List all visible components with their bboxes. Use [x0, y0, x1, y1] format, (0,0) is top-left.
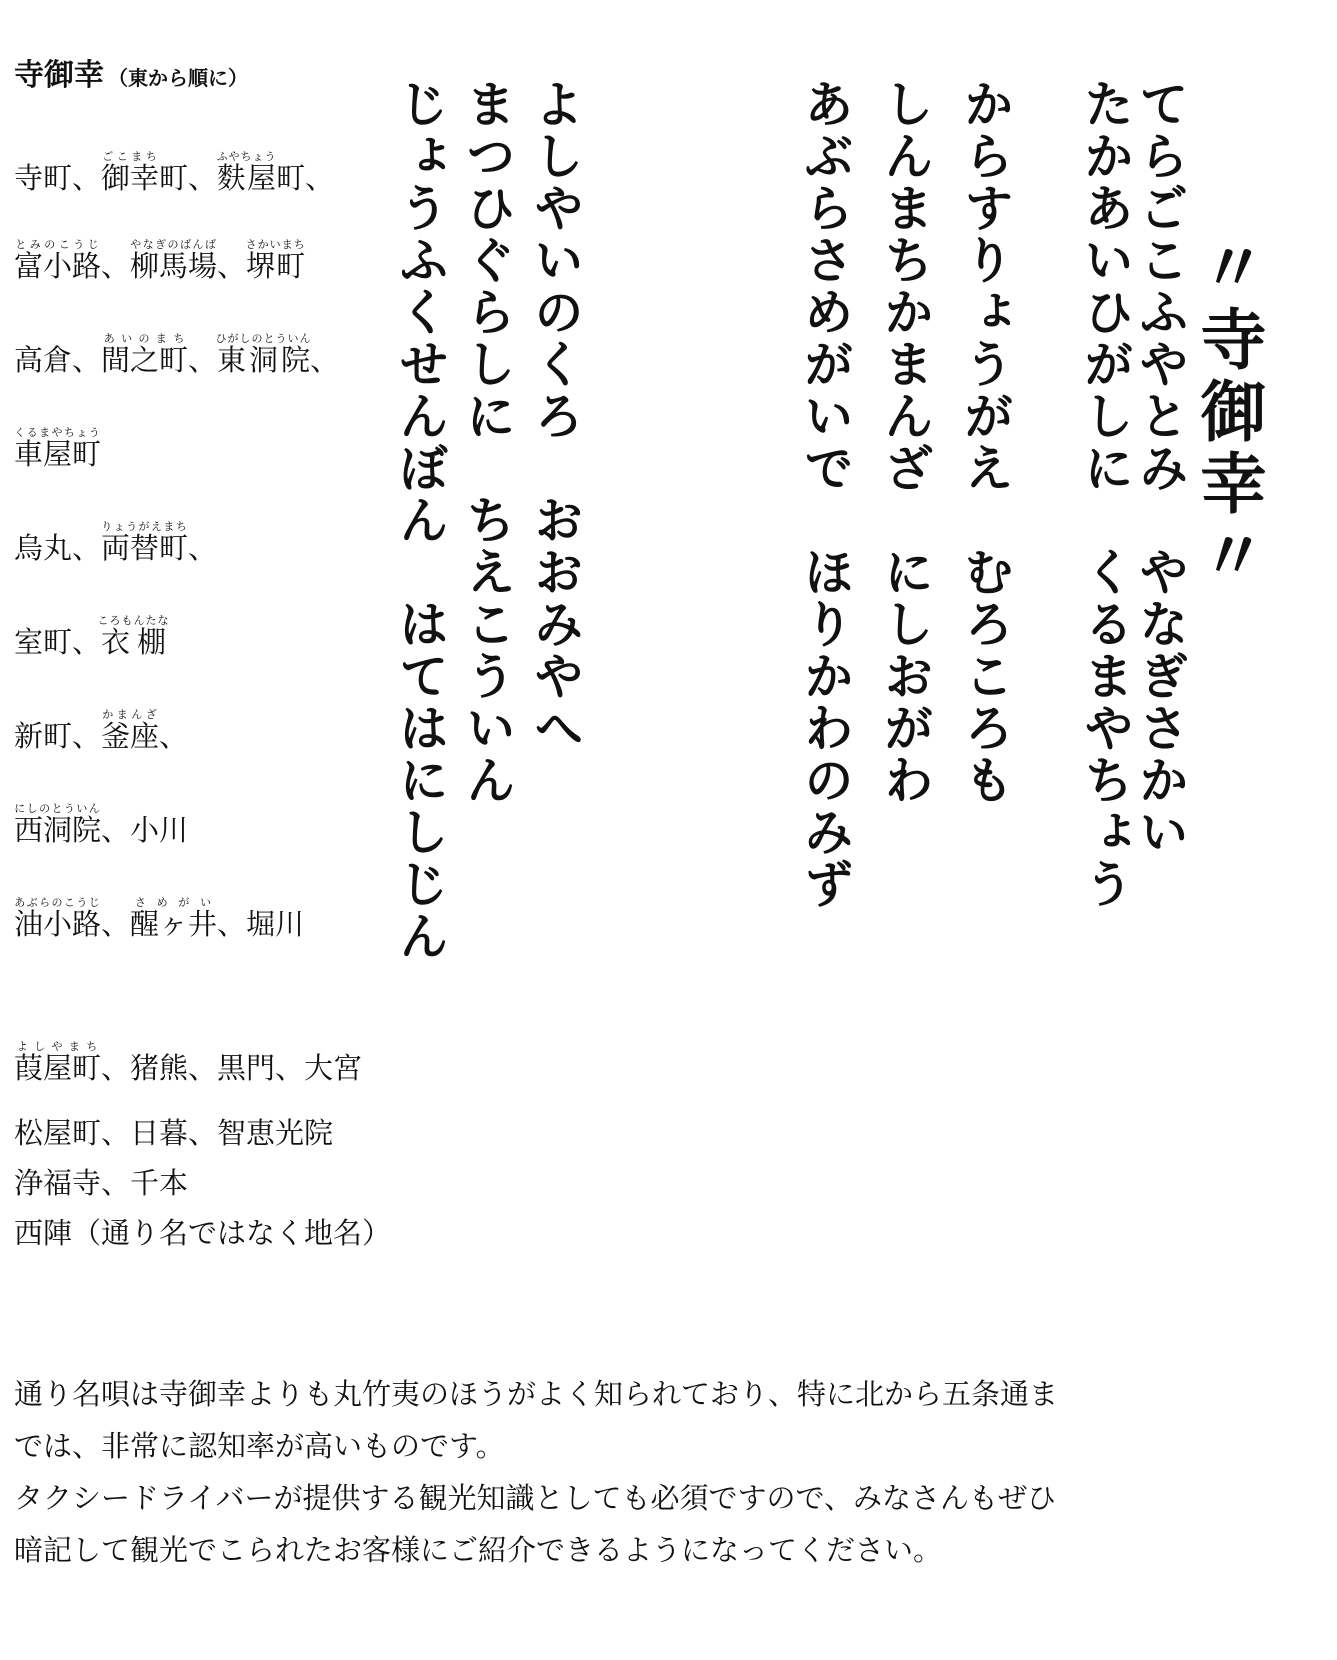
- footnote: [14, 1368, 1314, 1576]
- footnote-line: 暗記して観光でこられたお客様にご紹介できるようになってください。: [14, 1533, 943, 1567]
- title-note: （東から順に）: [108, 66, 248, 90]
- street-name-reading: やなぎのばんば: [130, 238, 218, 251]
- street-row: [14, 426, 101, 471]
- street-row: [14, 896, 304, 941]
- street-name-text: 車屋町: [14, 437, 102, 471]
- street-text: 、: [310, 343, 340, 377]
- street-text: 浄福寺、千本: [14, 1166, 189, 1200]
- street-row: [14, 614, 170, 659]
- song-line: てらごこふやとみ やなぎさかい: [1131, 78, 1190, 858]
- street-row: [14, 1040, 362, 1085]
- street-name: [101, 708, 160, 753]
- street-row: [14, 708, 188, 753]
- footnote-line: では、非常に認知率が高いものです。: [14, 1429, 505, 1463]
- street-text: 、: [159, 719, 189, 753]
- street-name-reading: とみのこうじ: [14, 238, 102, 251]
- street-name-text: 東洞院: [215, 343, 312, 377]
- street-name-reading: にしのとういん: [14, 802, 101, 815]
- street-name-text: 両替町: [101, 531, 189, 565]
- street-name: [130, 238, 218, 283]
- street-row: [14, 802, 188, 847]
- song-lyrics: [391, 78, 1280, 962]
- street-name: [216, 150, 277, 195]
- street-name: [14, 1040, 102, 1085]
- street-text: 、堀川: [217, 907, 305, 941]
- street-name: [101, 520, 189, 565]
- street-name-reading: あいのまち: [101, 332, 189, 345]
- street-text: 、: [101, 907, 131, 941]
- street-name: [14, 426, 102, 471]
- song-line: たかあいひがしに くるまやちょう: [1076, 78, 1135, 910]
- street-name-text: 油小路: [14, 907, 102, 941]
- street-name: [101, 332, 189, 377]
- title-text: 寺御幸: [14, 58, 104, 93]
- street-name-text: 釜座: [101, 719, 160, 753]
- street-name-text: 富小路: [14, 249, 102, 283]
- footnote-line: タクシードライバーが提供する観光知識としても必須ですので、みなさんもぜひ: [14, 1481, 1056, 1515]
- street-name-text: 柳馬場: [130, 249, 218, 283]
- street-text: 烏丸、: [14, 531, 102, 565]
- song-title: 〃寺御幸〃: [1189, 233, 1267, 593]
- street-name-text: 葭屋町: [14, 1051, 102, 1085]
- street-text: 町、: [159, 161, 218, 195]
- street-name-reading: りょうがえまち: [101, 520, 189, 533]
- street-name-reading: よしやまち: [14, 1040, 101, 1053]
- street-text: 室町、: [14, 625, 102, 659]
- street-name-reading: あぶらのこうじ: [14, 896, 101, 909]
- street-text: 、: [217, 249, 247, 283]
- street-name: [97, 614, 170, 659]
- song-line: しんまちかまんざ にしおがわ: [876, 78, 935, 806]
- song-line: じょうふくせんぼん はてはにしじん: [391, 78, 450, 962]
- street-row: [14, 1166, 188, 1200]
- street-name-reading: ころもんたな: [97, 614, 170, 627]
- street-name-reading: かまんざ: [101, 708, 160, 721]
- street-name-reading: ふやちょう: [216, 150, 277, 163]
- street-row: [14, 520, 217, 565]
- street-text: 、: [101, 249, 131, 283]
- street-name-reading: ごこまち: [101, 150, 160, 163]
- street-name: [14, 802, 102, 847]
- street-name: [130, 896, 218, 941]
- street-text: 、猪熊、黒門、大宮: [101, 1051, 363, 1085]
- street-name: [245, 238, 306, 283]
- street-text: 、: [188, 343, 218, 377]
- street-name-reading: さかいまち: [245, 238, 306, 251]
- street-text: 松屋町、日暮、智恵光院: [14, 1116, 334, 1150]
- street-name: [14, 238, 102, 283]
- street-text: 、小川: [101, 813, 189, 847]
- song-line: あぶらさめがいで ほりかわのみず: [796, 78, 855, 910]
- street-name-reading: くるまやちょう: [14, 426, 101, 439]
- street-text: 、: [188, 531, 218, 565]
- street-name-text: 西洞院: [14, 813, 102, 847]
- street-text: 町、: [276, 161, 335, 195]
- street-row: [14, 332, 339, 377]
- song-line: からすりょうがえ むろころも: [956, 78, 1015, 806]
- street-text: 高倉、: [14, 343, 102, 377]
- street-name: [101, 150, 160, 195]
- street-row: [14, 150, 334, 195]
- street-text: 寺町、: [14, 161, 102, 195]
- street-name-text: 堺町: [245, 249, 306, 283]
- street-name: [14, 896, 102, 941]
- song-line: まつひぐらしに ちえこういん: [458, 78, 517, 806]
- street-name-text: 御幸: [101, 161, 160, 195]
- street-list-title: [14, 56, 248, 98]
- street-name-reading: ひがしのとういん: [215, 332, 312, 345]
- street-name-text: 間之町: [101, 343, 189, 377]
- street-row: [14, 1216, 391, 1250]
- street-text: 新町、: [14, 719, 102, 753]
- street-name-text: 衣棚: [97, 625, 170, 659]
- footnote-line: 通り名唄は寺御幸よりも丸竹夷のほうがよく知られており、特に北から五条通ま: [14, 1377, 1059, 1411]
- street-row: [14, 238, 306, 283]
- song-line: よしやいのくろ おおみやへ: [526, 78, 585, 754]
- street-name: [215, 332, 312, 377]
- street-name-text: 麩屋: [216, 161, 277, 195]
- street-text: 西陣（通り名ではなく地名）: [14, 1216, 392, 1250]
- street-name-reading: さめがい: [130, 896, 218, 909]
- street-row: [14, 1116, 333, 1150]
- street-name-text: 醒ヶ井: [130, 907, 218, 941]
